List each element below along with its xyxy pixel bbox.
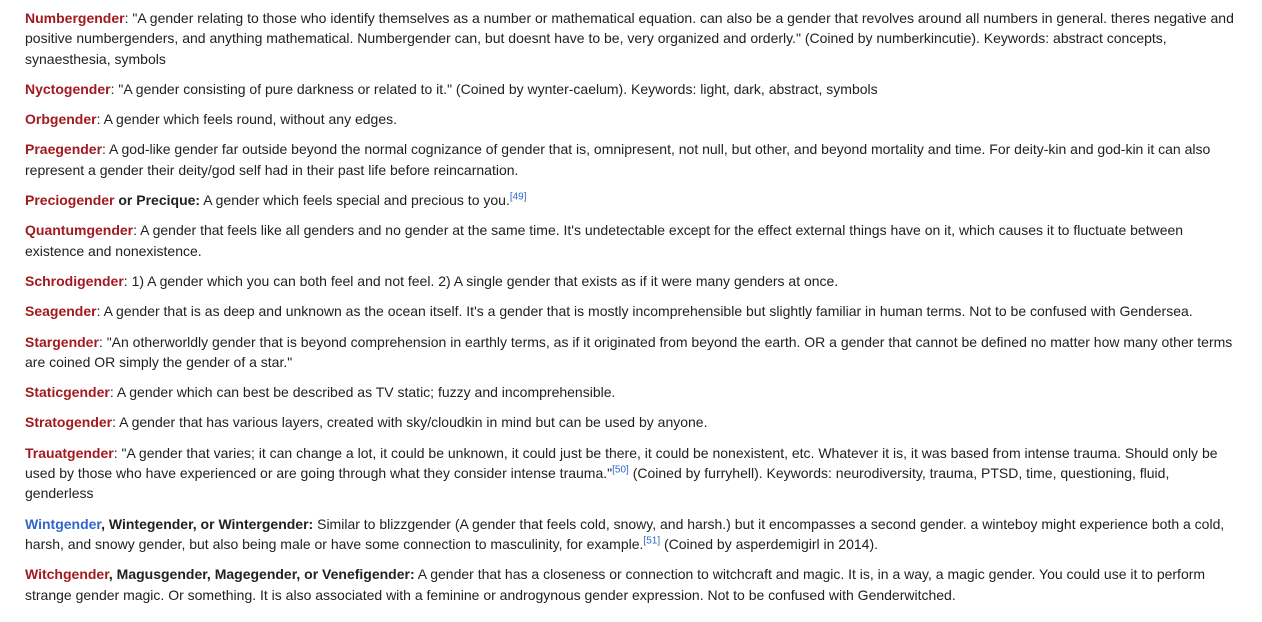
glossary-definition-continued: (Coined by furryhell). Keywords: neurodiversity, trauma, PTSD, time, questioning, fluid, genderless [25,465,1170,502]
glossary-term: Schrodigender [25,272,124,289]
glossary-definition: A gender which can best be described as TV static; fuzzy and incomprehensible. [113,384,616,401]
glossary-term: Seagender [25,303,97,320]
glossary-term: Praegender [25,141,103,158]
glossary-definition: "A gender relating to those who identify themselves as a number or mathematical equation. can also be a gender that revolves around all numbers in general. theres negative and positive numbergenders, and anything mathematical. Numbergender can, but doesnt have to be, very organized and orderly." (Coined by numberkincutie). Keywords: abstract concepts, synaesthesia, symbols [25,10,1234,67]
glossary-term-separator: : [124,10,129,26]
glossary-term: Staticgender [25,384,110,401]
glossary-term-separator: : [102,141,106,158]
glossary-definition: A gender that feels like all genders and no gender at the same time. It's undetectable except for the effect external things have on it, which causes it to fluctuate between existence and nonexistence. [25,222,1184,259]
glossary-entry [25,109,1237,129]
citation-link[interactable]: [50] [612,464,629,476]
glossary-definition: Similar to blizzgender (A gender that feels cold, snowy, and harsh.) but it encompasses a second gender. a winteboy might experience both a cold, harsh, and snowy gender, but also being male or have some connection to masculinity, for example. [25,515,1225,552]
glossary-term-separator: : [113,444,118,461]
glossary-entry [25,301,1237,321]
glossary-definition: 1) A gender which you can both feel and not feel. 2) A single gender that exists as if it were many genders at once. [127,272,839,289]
glossary-definition-continued: (Coined by asperdemigirl in 2014). [660,535,878,552]
glossary-definition: A gender which feels special and precious to you. [200,192,510,209]
glossary-definition: A gender which feels round, without any edges. [100,111,397,128]
glossary-entry [25,79,1237,99]
glossary-entry [25,8,1237,69]
glossary-term-separator: : [110,80,115,97]
citation-link[interactable]: [49] [509,191,527,203]
glossary-definition: "A gender consisting of pure darkness or related to it." (Coined by wynter-caelum). Keywords: light, dark, abstract, symbols [114,80,878,97]
glossary-term-separator: : [123,272,128,289]
glossary-term: Quantumgender [25,222,134,239]
glossary-definition: A gender that is as deep and unknown as the ocean itself. It's a gender that is mostly incomprehensible but slightly familiar in human terms. Not to be confused with Gendersea. [100,303,1193,320]
glossary-entry [25,443,1237,504]
glossary-term: Preciogender [25,192,115,209]
glossary-entry [25,220,1237,261]
citation-link[interactable]: [51] [643,535,661,547]
glossary-term-separator: : [98,333,103,350]
glossary-entry [25,412,1237,432]
glossary-term-separator: : [96,111,101,128]
glossary-definition: A gender that has a closeness or connection to witchcraft and magic. It is, in a way, a magic gender. You could use it to perform strange gender magic. Or something. It is also associated with a feminine or androgynous gender expression. Not to be confused with Genderwitched. [25,566,1206,603]
glossary-term-alternates: or Precique: [114,192,201,209]
glossary-term-separator: : [109,384,114,401]
glossary-definition: A god-like gender far outside beyond the normal cognizance of gender that is, omnipresent, not null, but other, and beyond mortality and time. For deity-kin and god-kin it can also represent a gender their deity/god self had in their past life before reincarnation. [25,141,1211,178]
glossary-entry [25,190,1237,210]
glossary-term: Numbergender [25,10,125,26]
glossary-term-alternates: , Wintegender, or Wintergender: [101,515,314,532]
glossary-term: Stargender [25,333,99,350]
glossary-term: Trauatgender [25,444,114,461]
glossary-term-separator: : [96,303,101,320]
glossary-definition: "A gender that varies; it can change a lot, it could be unknown, it could just be there, it could be nonexistent, etc. Whatever it is, it was based from intense trauma. Should only be used by those who have experienced or are going through what they consider intense trauma." [25,444,1218,482]
glossary-definition: "An otherworldly gender that is beyond comprehension in earthly terms, as if it originated from beyond the earth. OR a gender that cannot be defined no matter how many other terms are coined OR simply the gender of a star." [25,333,1233,370]
glossary-entry [25,332,1237,373]
glossary-term: Witchgender [25,566,109,583]
glossary-entry [25,514,1237,555]
glossary-term[interactable]: Wintgender [25,515,102,532]
glossary-entry [25,271,1237,291]
glossary-entry [25,139,1237,180]
glossary-entry [25,564,1237,605]
glossary-entry [25,382,1237,402]
citation-reference[interactable] [612,464,629,475]
glossary-definition: A gender that has various layers, created with sky/cloudkin in mind but can be used by anyone. [116,414,708,431]
glossary-term: Orbgender [25,111,97,128]
citation-reference[interactable] [510,191,527,202]
glossary-term: Nyctogender [25,80,111,97]
glossary-term-alternates: , Magusgender, Magegender, or Venefigender: [108,566,415,583]
citation-reference[interactable] [643,535,660,546]
glossary-term-separator: : [112,414,117,431]
glossary-term-separator: : [133,222,138,239]
glossary-term: Stratogender [25,414,113,431]
